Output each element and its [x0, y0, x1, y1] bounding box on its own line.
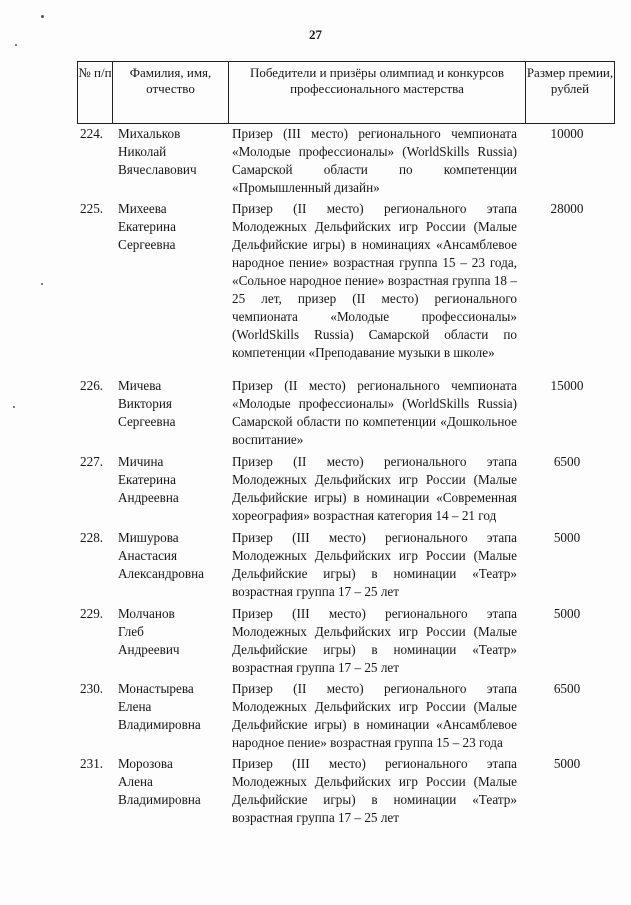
surname: Мичева — [118, 378, 162, 393]
patronymic: Сергеевна — [118, 237, 176, 252]
achievement-description: Призер (II место) регионального этапа Молодежных Дельфийских игр России (Малые Дельфийские игры) в номинации «Ансамблевое народное пение» возрастная группа 15 – 23 года — [232, 681, 517, 750]
person-name — [118, 755, 230, 809]
surname: Мичина — [118, 454, 164, 469]
first-name: Екатерина — [118, 219, 176, 234]
scan-speck — [15, 44, 17, 46]
row-number: 229. — [80, 606, 104, 621]
achievement-description: Призер (III место) регионального этапа Молодежных Дельфийских игр России (Малые Дельфийские игры) в номинации «Театр» возрастная группа 17 – 25 лет — [232, 756, 517, 825]
first-name: Глеб — [118, 624, 144, 639]
person-name — [118, 200, 230, 254]
achievement-description: Призер (III место) регионального чемпионата «Молодые профессионалы» (WorldSkills Russia) Самарской области по компетенции «Промышленный дизайн» — [232, 126, 517, 195]
surname: Мишурова — [118, 530, 179, 545]
person-name — [118, 605, 230, 659]
patronymic: Сергеевна — [118, 414, 176, 429]
header-number: № п/п — [77, 61, 113, 124]
patronymic: Владимировна — [118, 717, 201, 732]
prize-amount: 15000 — [550, 378, 584, 393]
row-number: 224. — [80, 126, 104, 141]
surname: Молчанов — [118, 606, 175, 621]
surname: Михеева — [118, 201, 167, 216]
page-number: 27 — [309, 27, 322, 42]
patronymic: Вячеславович — [118, 162, 197, 177]
first-name: Виктория — [118, 396, 172, 411]
header-full-name: Фамилия, имя, отчество — [112, 61, 229, 124]
row-number: 231. — [80, 756, 104, 771]
first-name: Анастасия — [118, 548, 178, 563]
person-name — [118, 377, 230, 431]
surname: Михальков — [118, 126, 181, 141]
surname: Морозова — [118, 756, 173, 771]
scan-speck — [41, 283, 43, 285]
achievement-description: Призер (III место) регионального этапа Молодежных Дельфийских игр России (Малые Дельфийские игры) в номинации «Театр» возрастная группа 17 – 25 лет — [232, 530, 517, 599]
first-name: Екатерина — [118, 472, 176, 487]
row-number: 230. — [80, 681, 104, 696]
achievement-description: Призер (II место) регионального чемпионата «Молодые профессионалы» (WorldSkills Russia) Самарской области по компетенции «Дошкольное воспитание» — [232, 378, 517, 447]
prize-amount: 10000 — [550, 126, 584, 141]
table-header — [77, 61, 615, 124]
person-name — [118, 529, 230, 583]
achievement-description: Призер (II место) регионального этапа Молодежных Дельфийских игр России (Малые Дельфийские игры) в номинациях «Ансамблевое народное пение» возрастная группа 15 – 23 года, «Сольное народное пение» возрастная группа 18 – 25 лет, призер (II место) регионального чемпионата «Молодые профессионалы» (WorldSkills Russia) Самарской области по компетенции «Преподавание музыки в школе» — [232, 201, 517, 360]
patronymic: Андреевна — [118, 490, 179, 505]
patronymic: Александровна — [118, 566, 204, 581]
row-number: 228. — [80, 530, 104, 545]
person-name — [118, 125, 230, 179]
row-number: 225. — [80, 201, 104, 216]
scan-speck — [13, 406, 15, 408]
row-number: 226. — [80, 378, 104, 393]
scan-speck — [41, 15, 44, 18]
person-name — [118, 453, 230, 507]
prize-amount: 6500 — [553, 454, 581, 469]
surname: Монастырева — [118, 681, 194, 696]
prize-amount: 5000 — [553, 530, 581, 545]
prize-amount: 28000 — [550, 201, 584, 216]
prize-amount: 5000 — [553, 606, 581, 621]
prize-amount: 6500 — [553, 681, 581, 696]
patronymic: Владимировна — [118, 792, 201, 807]
achievement-description: Призер (II место) регионального этапа Молодежных Дельфийских игр России (Малые Дельфийские игры) в номинации «Современная хореография» возрастная категория 14 – 21 год — [232, 454, 517, 523]
first-name: Алена — [118, 774, 153, 789]
row-number: 227. — [80, 454, 104, 469]
first-name: Елена — [118, 699, 152, 714]
first-name: Николай — [118, 144, 167, 159]
achievement-description: Призер (III место) регионального этапа Молодежных Дельфийских игр России (Малые Дельфийские игры) в номинации «Театр» возрастная группа 17 – 25 лет — [232, 606, 517, 675]
header-prize-amount: Размер премии, рублей — [525, 61, 615, 124]
person-name — [118, 680, 230, 734]
prize-amount: 5000 — [553, 756, 581, 771]
header-achievements: Победители и призёры олимпиад и конкурсов профессионального мастерства — [228, 61, 526, 124]
patronymic: Андреевич — [118, 642, 180, 657]
